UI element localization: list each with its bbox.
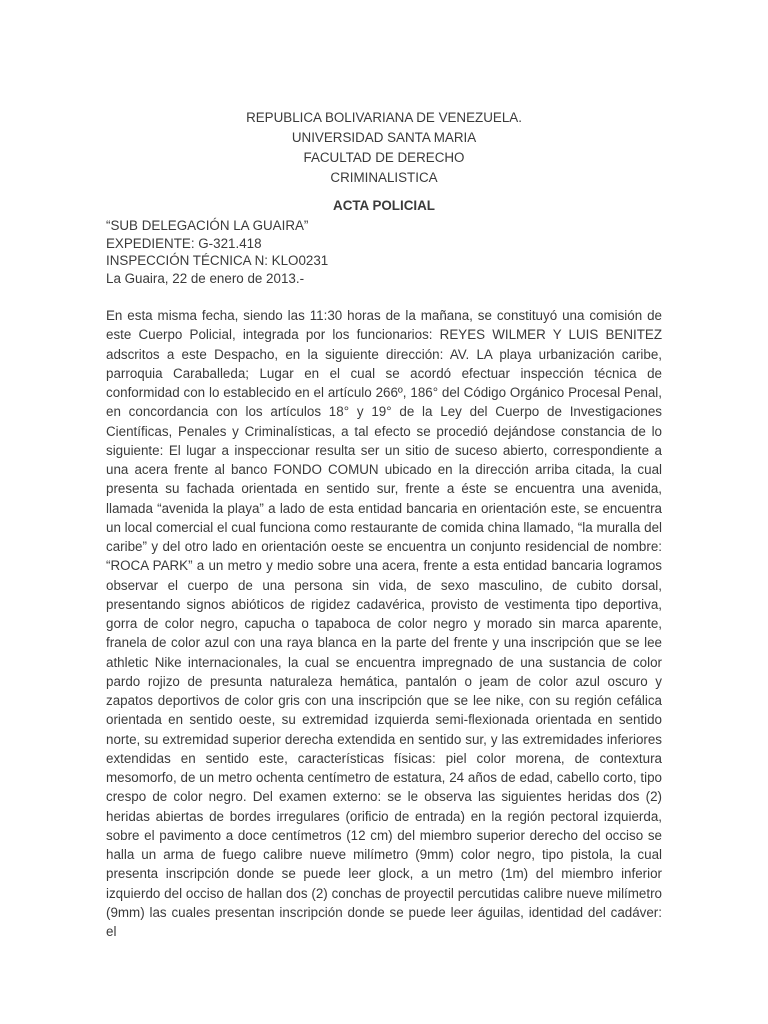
document-meta (106, 217, 662, 287)
header-subject: CRIMINALISTICA (330, 170, 438, 185)
header-faculty: FACULTAD DE DERECHO (303, 150, 465, 165)
meta-sub-delegacion: “SUB DELEGACIÓN LA GUAIRA” (106, 218, 309, 233)
document-header (106, 108, 662, 188)
meta-expediente: EXPEDIENTE: G-321.418 (106, 235, 262, 251)
body-paragraph: En esta misma fecha, siendo las 11:30 horas de la mañana, se constituyó una comisión de este Cuerpo Policial, integrada por los funcionarios: REYES WILMER Y LUIS BENITEZ adscritos a este Despacho, en la siguiente dirección: AV. LA playa urbanización caribe, parroquia Caraballeda; Lugar en el cual se acordó efectuar inspección técnica de conformidad con lo establecido en el artículo 266º, 186° del Código Orgánico Procesal Penal, en concordancia con los artículos 18° y 19° de la Ley del Cuerpo de Investigaciones Científicas, Penales y Criminalísticas, a tal efecto se procedió dejándose constancia de lo siguiente: El lugar a inspeccionar resulta ser un sitio de suceso abierto, correspondiente a una acera frente al banco FONDO COMUN ubicado en la dirección arriba citada, la cual presenta su fachada orientada en sentido sur, frente a éste se encuentra una avenida, llamada “avenida la playa” a lado de esta entidad bancaria en orientación este, se encuentra un local comercial el cual funciona como restaurante de comida china llamado, “la muralla del caribe” y del otro lado en orientación oeste se encuentra un conjunto residencial de nombre: “ROCA PARK” a un metro y medio sobre una acera, frente a esta entidad bancaria logramos observar el cuerpo de una persona sin vida, de sexo masculino, de cubito dorsal, presentando signos abióticos de rigidez cadavérica, provisto de vestimenta tipo deportiva, gorra de color negro, capucha o tapaboca de color negro y morado sin marca aparente, franela de color azul con una raya blanca en la parte del frente y una inscripción que se lee athletic Nike internacionales, la cual se encuentra impregnado de una sustancia de color pardo rojizo de presunta naturaleza hemática, pantalón o jeam de color azul oscuro y zapatos deportivos de color gris con una inscripción que se lee nike, con su región cefálica orientada en sentido oeste, su extremidad izquierda semi-flexionada orientada en sentido norte, su extremidad superior derecha extendida en sentido sur, y las extremidades inferiores extendidas en sentido este, características físicas: piel color morena, de contextura mesomorfo, de un metro ochenta centímetro de estatura, 24 años de edad, cabello corto, tipo crespo de color negro. Del examen externo: se le observa las siguientes heridas dos (2) heridas abiertas de bordes irregulares (orificio de entrada) en la región pectoral izquierda, sobre el pavimento a doce centímetros (12 cm) del miembro superior derecho del occiso se halla un arma de fuego calibre nueve milímetro (9mm) color negro, tipo pistola, la cual presenta inscripción donde se puede leer glock, a un metro (1m) del miembro inferior izquierdo del occiso de hallan dos (2) conchas de proyectil percutidas calibre nueve milímetro (9mm) las cuales presentan inscripción donde se puede leer águilas, identidad del cadáver: el (106, 308, 662, 939)
header-country: REPUBLICA BOLIVARIANA DE VENEZUELA. (246, 110, 522, 125)
document-title: ACTA POLICIAL (333, 198, 435, 213)
header-university: UNIVERSIDAD SANTA MARIA (291, 130, 477, 145)
meta-fecha: La Guaira, 22 de enero de 2013.- (106, 270, 305, 286)
meta-inspeccion: INSPECCIÓN TÉCNICA N: KLO0231 (106, 253, 329, 268)
